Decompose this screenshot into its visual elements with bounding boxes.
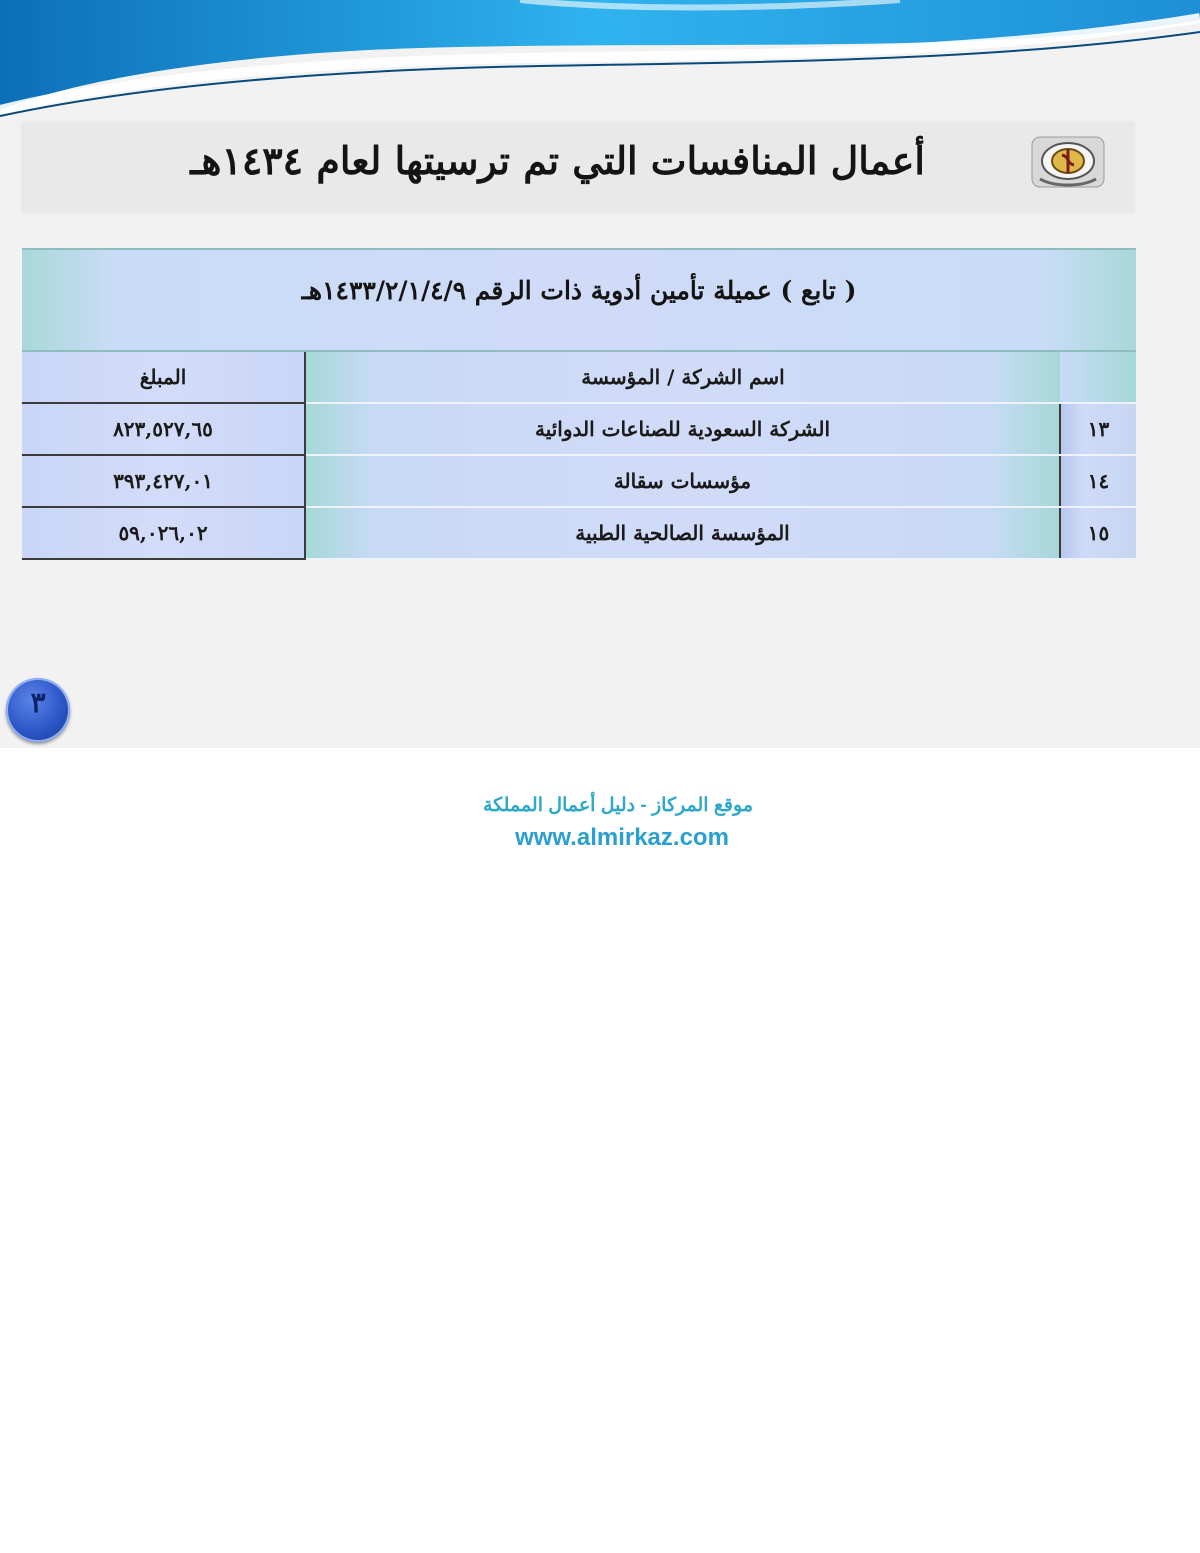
- page-title: أعمال المنافسات التي تم ترسيتها لعام ١٤٣٤هـ: [190, 138, 925, 183]
- table-row: [22, 403, 1136, 455]
- number-column-header: [1060, 352, 1136, 403]
- page-number-badge: [6, 678, 70, 742]
- company-name-cell: الشركة السعودية للصناعات الدوائية: [305, 403, 1060, 455]
- tender-subtitle: ( تابع ) عميلة تأمين أدوية ذات الرقم ١٤٣٣/٢/١/٤/٩هـ: [301, 276, 857, 305]
- company-name-cell: المؤسسة الصالحية الطبية: [305, 507, 1060, 559]
- slide: [0, 0, 1200, 748]
- amount-cell: ٣٩٣,٤٢٧,٠١: [22, 455, 305, 507]
- company-column-header: اسم الشركة / المؤسسة: [305, 352, 1060, 403]
- footer-url-link[interactable]: www.almirkaz.com: [515, 824, 729, 851]
- row-number-cell: ١٣: [1060, 403, 1136, 455]
- header-wave-decoration: [0, 0, 1200, 125]
- page-number: ٣: [30, 686, 46, 719]
- table-row: [22, 507, 1136, 559]
- amount-column-header: المبلغ: [22, 352, 305, 403]
- footer-site-name: موقع المركاز - دليل أعمال المملكة: [482, 795, 754, 816]
- ministry-emblem-icon: [1030, 135, 1106, 189]
- table-header-row: [22, 352, 1136, 403]
- company-name-cell: مؤسسات سقالة: [305, 455, 1060, 507]
- subtitle-bar: [22, 248, 1136, 352]
- amount-cell: ٨٢٣,٥٢٧,٦٥: [22, 403, 305, 455]
- row-number-cell: ١٥: [1060, 507, 1136, 559]
- amount-cell: ٥٩,٠٢٦,٠٢: [22, 507, 305, 559]
- row-number-cell: ١٤: [1060, 455, 1136, 507]
- table-row: [22, 455, 1136, 507]
- awards-table: [22, 352, 1136, 560]
